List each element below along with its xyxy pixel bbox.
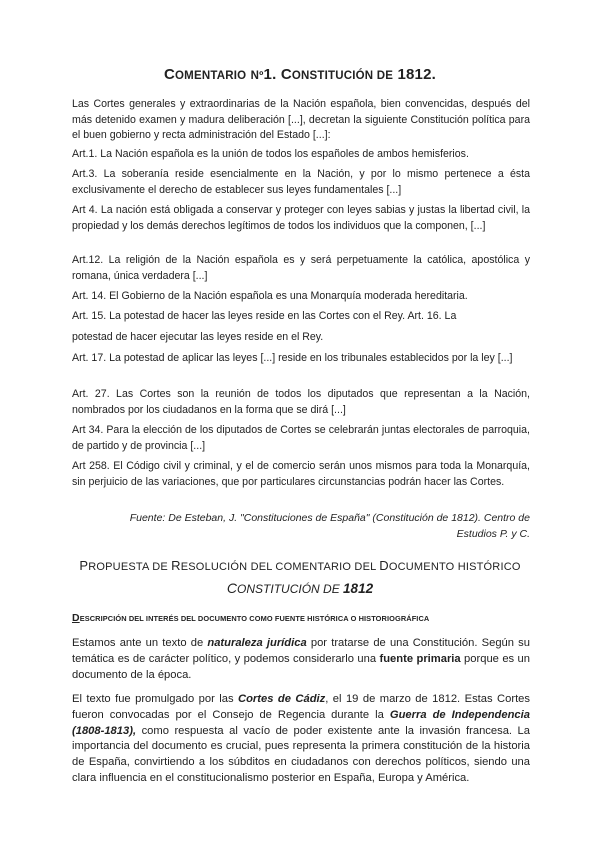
emphasis-run: Cortes de Cádiz (238, 693, 326, 705)
section-heading-text: ESCRIPCIÓN DEL INTERÉS DEL DOCUMENTO COMO FUENTE HISTÓRICA O HISTORIOGRÁFICA (79, 614, 430, 623)
section-heading-initial: D (72, 612, 80, 624)
text-run: Estamos ante un texto de (72, 637, 208, 649)
article-14: Art. 14. El Gobierno de la Nación española es una Monarquía moderada hereditaria. (72, 290, 468, 302)
article-4: Art 4. La nación está obligada a conservar y proteger con leyes sabias y justas la libertad civil, la propiedad y los demás derechos legítimos de todos los individuos que la componen, [...] (72, 204, 530, 232)
article-1: Art.1. La Nación española es la unión de todos los españoles de ambos hemisferios. (72, 148, 469, 160)
resolution-title-part: D (379, 558, 389, 573)
title-part: 1. (263, 66, 277, 83)
emphasis-run: naturaleza jurídica (207, 637, 307, 649)
source-citation: Fuente: De Esteban, J. "Constituciones de España" (Constitución de 1812). Centro de Estudios P. y C. (129, 512, 530, 540)
article-12: Art.12. La religión de la Nación española es y será perpetuamente la católica, apostólica y romana, única verdadera [...] (72, 254, 530, 282)
title-part: 1812. (397, 66, 437, 83)
text-run: El texto fue promulgado por las (72, 693, 239, 705)
constitution-subtitle (0, 580, 600, 596)
article-258: Art 258. El Código civil y criminal, y el de comercio serán unos mismos para toda la Monarquía, sin perjuicio de las variaciones, que por particulares circunstancias podrán hacer las Cortes. (72, 460, 530, 488)
resolution-title (0, 558, 600, 573)
document-title (0, 66, 600, 83)
analysis-paragraph-2 (72, 692, 530, 787)
article-16: potestad de hacer ejecutar las leyes reside en el Rey. (72, 331, 324, 343)
text-run: por tratarse de una Constitución. Según su temática es de carácter político, y podemos considerarlo una (72, 637, 530, 665)
article-34: Art 34. Para la elección de los diputados de Cortes se celebrarán juntas electorales de parroquia, de partido y de provincia [...] (72, 424, 530, 452)
title-part: ONSTITUCIÓN DE (291, 70, 394, 82)
title-part: OMENTARIO (175, 70, 247, 82)
resolution-title-part: OCUMENTO HISTÓRICO (388, 561, 521, 573)
resolution-title-part: P (79, 558, 89, 573)
subtitle-year: 1812 (343, 581, 374, 596)
emphasis-run: Guerra de Independencia (1808-1813), (72, 708, 530, 737)
emphasis-run: fuente primaria (379, 652, 461, 665)
article-27: Art. 27. Las Cortes son la reunión de todos los diputados que representan a la Nación, nombrados por los ciudadanos en la forma que se dirá [...] (72, 388, 530, 416)
article-15: Art. 15. La potestad de hacer las leyes reside en las Cortes con el Rey. Art. 16. La (72, 310, 457, 322)
text-run: como respuesta al vacío de poder existente ante la invasión francesa. La importancia del documento es crucial, pues representa la primera constitución de la historia de España, convirtiendo a los súbditos en ciudadanos con derechos políticos, siendo una clara influencia en el constitucionalismo posterior en España, Europa y América. (72, 724, 530, 784)
resolution-title-part: ESOLUCIÓN DEL COMENTARIO DEL (180, 561, 380, 573)
article-3: Art.3. La soberanía reside esencialmente en la Nación, y por lo mismo pertenece a ésta exclusivamente el derecho de establecer sus leyes fundamentales [...] (72, 168, 530, 196)
resolution-title-part: ROPUESTA DE (88, 561, 172, 573)
analysis-paragraph-1 (72, 636, 530, 683)
subtitle-part: ONSTITUCIÓN DE (237, 582, 344, 596)
resolution-title-part: R (171, 558, 181, 573)
title-part: Nº (250, 70, 264, 82)
subtitle-part: C (226, 580, 238, 596)
text-run: porque es un documento de la época. (72, 652, 530, 681)
intro-paragraph: Las Cortes generales y extraordinarias de la Nación española, bien convencidas, después del más detenido examen y madura deliberación [...], decretan la siguiente Constitución política para el buen gobierno y recta administración del Estado [...]: (72, 98, 530, 141)
section-heading (72, 612, 429, 624)
title-part: C (163, 66, 176, 83)
title-part: C (280, 66, 292, 83)
text-run: , el 19 de marzo de 1812. Estas Cortes fueron convocadas por el Consejo de Regencia durante la (72, 693, 530, 721)
article-17: Art. 17. La potestad de aplicar las leyes [...] reside en los tribunales establecidos por la ley [...] (72, 352, 513, 364)
